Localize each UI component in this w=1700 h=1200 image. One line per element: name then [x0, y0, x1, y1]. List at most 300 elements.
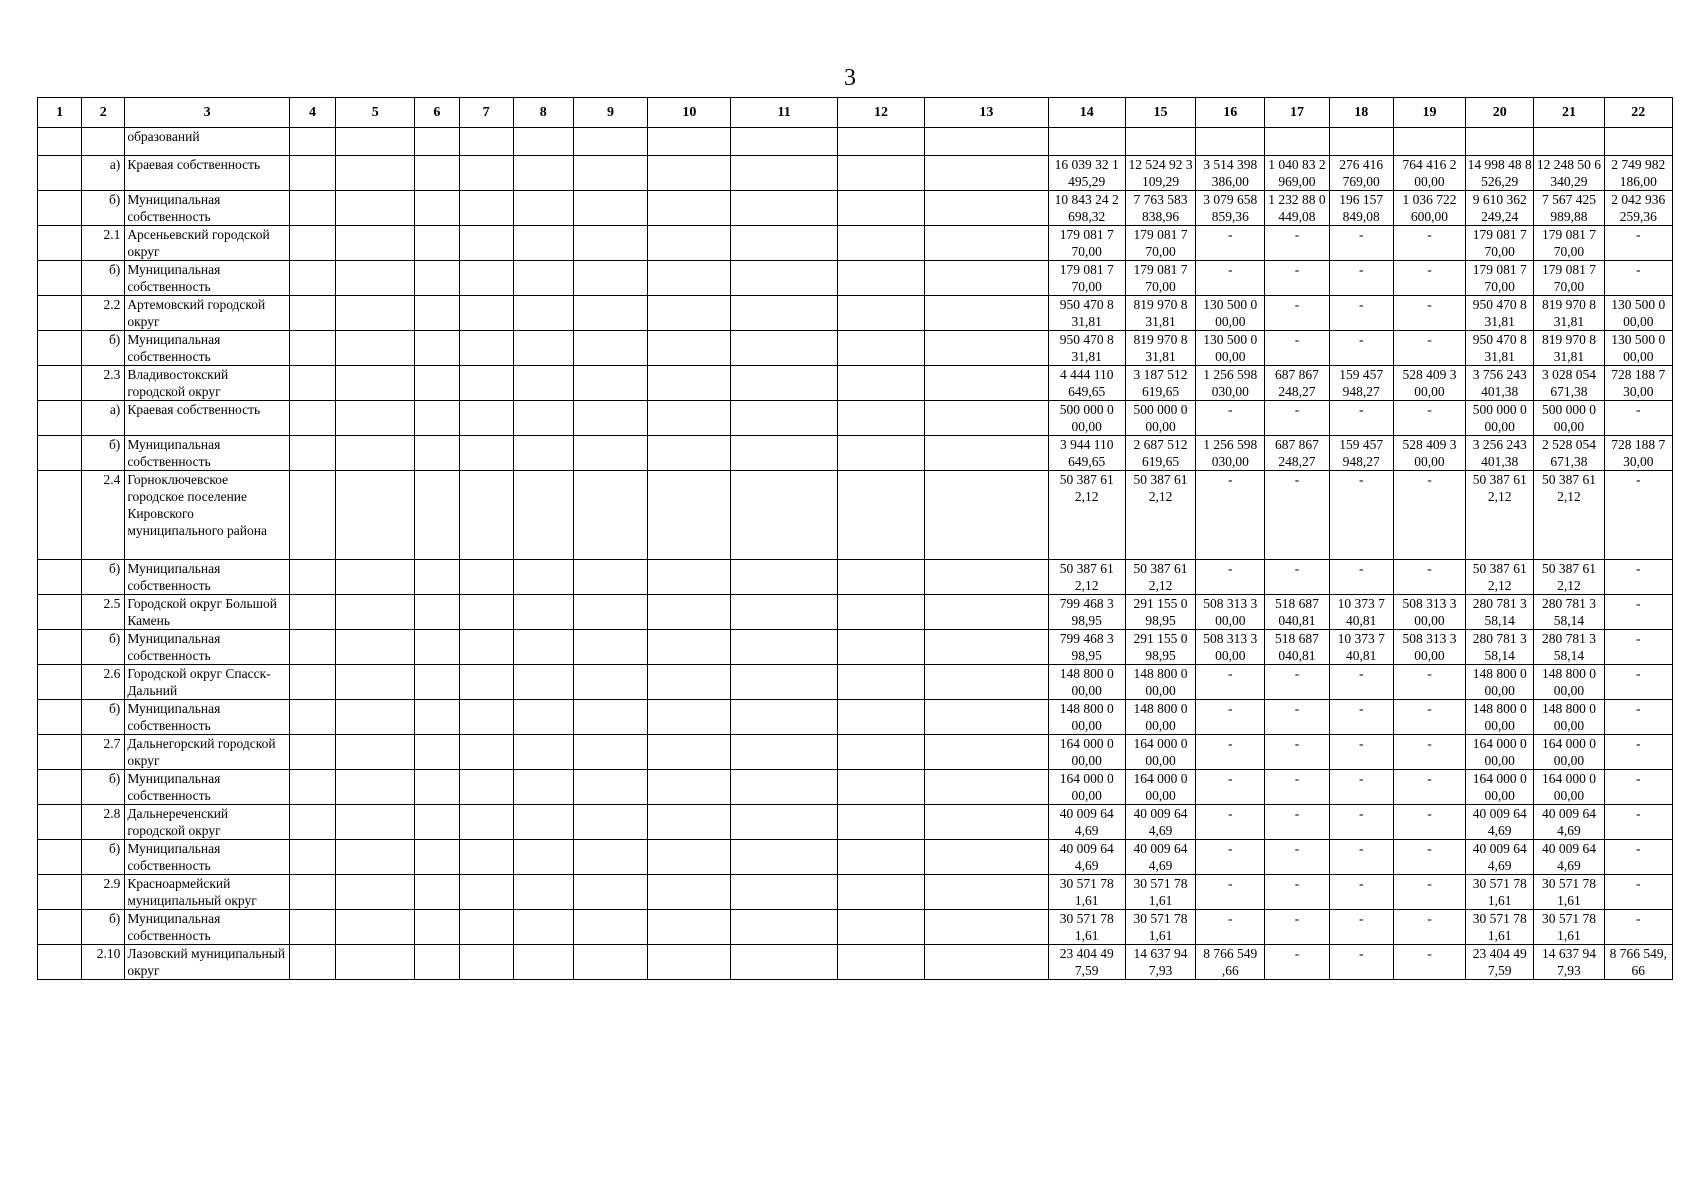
value-cell-col22: - [1604, 665, 1672, 700]
value-cell-col16: - [1196, 700, 1265, 735]
value-cell-col19: 508 313 3 00,00 [1393, 630, 1465, 665]
col1-cell [38, 436, 82, 471]
value-cell-col20: 14 998 48 8 526,29 [1466, 156, 1534, 191]
value-cell-col16: 1 256 598 030,00 [1196, 436, 1265, 471]
table-row [38, 226, 1673, 261]
value-cell-col17: 518 687 040,81 [1265, 595, 1329, 630]
value-cell-col18: - [1329, 296, 1393, 331]
empty-cell [513, 401, 573, 436]
empty-cell [459, 700, 513, 735]
table-row [38, 560, 1673, 595]
empty-cell [415, 191, 459, 226]
row-code: б) [82, 191, 125, 226]
col1-cell [38, 630, 82, 665]
empty-cell [648, 595, 731, 630]
table-row [38, 945, 1673, 980]
value-cell-col22: - [1604, 630, 1672, 665]
empty-cell [513, 128, 573, 156]
row-name: Артемовский городской округ [125, 296, 290, 331]
value-cell-col21: 819 970 8 31,81 [1534, 296, 1604, 331]
empty-cell [648, 296, 731, 331]
empty-cell [459, 840, 513, 875]
row-name: Муниципальная собственность [125, 436, 290, 471]
value-cell-col18: - [1329, 401, 1393, 436]
col1-cell [38, 471, 82, 560]
row-code: а) [82, 156, 125, 191]
value-cell-col16: - [1196, 401, 1265, 436]
row-code: 2.3 [82, 366, 125, 401]
value-cell-col14: 50 387 61 2,12 [1048, 471, 1125, 560]
empty-cell [415, 226, 459, 261]
value-cell-col14: 148 800 0 00,00 [1048, 700, 1125, 735]
empty-cell [415, 436, 459, 471]
value-cell-col21: 30 571 78 1,61 [1534, 875, 1604, 910]
value-cell-col18: - [1329, 665, 1393, 700]
value-cell-col20: 30 571 78 1,61 [1466, 875, 1534, 910]
empty-cell [459, 560, 513, 595]
column-header: 20 [1466, 98, 1534, 128]
value-cell-col14: 16 039 32 1 495,29 [1048, 156, 1125, 191]
empty-cell [925, 700, 1048, 735]
empty-cell [648, 191, 731, 226]
col1-cell [38, 875, 82, 910]
empty-cell [925, 910, 1048, 945]
value-cell-col18: - [1329, 770, 1393, 805]
empty-cell [648, 910, 731, 945]
empty-cell [731, 665, 837, 700]
row-code: 2.10 [82, 945, 125, 980]
empty-cell [573, 436, 647, 471]
value-cell-col17: - [1265, 261, 1329, 296]
empty-cell [648, 945, 731, 980]
value-cell-col19: 528 409 3 00,00 [1393, 366, 1465, 401]
empty-cell [573, 910, 647, 945]
value-cell-col15: 14 637 94 7,93 [1125, 945, 1195, 980]
value-cell-col16: - [1196, 770, 1265, 805]
value-cell-col17: - [1265, 471, 1329, 560]
table-row [38, 910, 1673, 945]
value-cell-col22: 728 188 7 30,00 [1604, 366, 1672, 401]
value-cell-col15: 500 000 0 00,00 [1125, 401, 1195, 436]
value-cell-col17: 1 232 88 0 449,08 [1265, 191, 1329, 226]
row-name: Муниципальная собственность [125, 331, 290, 366]
empty-cell [573, 770, 647, 805]
value-cell-col16: 1 256 598 030,00 [1196, 366, 1265, 401]
value-cell-col20: 30 571 78 1,61 [1466, 910, 1534, 945]
value-cell-col21: 40 009 64 4,69 [1534, 840, 1604, 875]
empty-cell [573, 366, 647, 401]
empty-cell [289, 770, 335, 805]
value-cell-col17: 518 687 040,81 [1265, 630, 1329, 665]
value-cell-col14: 950 470 8 31,81 [1048, 296, 1125, 331]
empty-cell [459, 156, 513, 191]
value-cell-col19: - [1393, 471, 1465, 560]
value-cell-col14: 4 444 110 649,65 [1048, 366, 1125, 401]
value-cell-col20: 164 000 0 00,00 [1466, 735, 1534, 770]
empty-cell [289, 910, 335, 945]
empty-cell [336, 128, 415, 156]
empty-cell [513, 156, 573, 191]
empty-cell [336, 805, 415, 840]
empty-cell [837, 770, 924, 805]
empty-cell [837, 296, 924, 331]
col1-cell [38, 261, 82, 296]
empty-cell [648, 261, 731, 296]
empty-cell [459, 261, 513, 296]
value-cell-col14: 164 000 0 00,00 [1048, 735, 1125, 770]
value-cell-col19: - [1393, 331, 1465, 366]
value-cell-col22: - [1604, 840, 1672, 875]
value-cell-col17: - [1265, 226, 1329, 261]
column-header: 1 [38, 98, 82, 128]
value-cell-col22: 728 188 7 30,00 [1604, 436, 1672, 471]
row-name: Владивостокский городской округ [125, 366, 290, 401]
column-header: 15 [1125, 98, 1195, 128]
value-cell-col21 [1534, 128, 1604, 156]
value-cell-col18: - [1329, 805, 1393, 840]
value-cell-col16: 3 514 398 386,00 [1196, 156, 1265, 191]
row-code: 2.9 [82, 875, 125, 910]
empty-cell [837, 401, 924, 436]
empty-cell [731, 366, 837, 401]
row-name: Муниципальная собственность [125, 700, 290, 735]
row-name: Краевая собственность [125, 401, 290, 436]
value-cell-col17: - [1265, 401, 1329, 436]
empty-cell [573, 805, 647, 840]
empty-cell [336, 436, 415, 471]
empty-cell [513, 595, 573, 630]
row-name: Дальнегорский городской округ [125, 735, 290, 770]
empty-cell [648, 401, 731, 436]
value-cell-col20: 179 081 7 70,00 [1466, 261, 1534, 296]
value-cell-col18: - [1329, 910, 1393, 945]
empty-cell [513, 366, 573, 401]
empty-cell [573, 128, 647, 156]
value-cell-col19: - [1393, 560, 1465, 595]
row-code: 2.2 [82, 296, 125, 331]
value-cell-col15: 40 009 64 4,69 [1125, 840, 1195, 875]
value-cell-col18: 276 416 769,00 [1329, 156, 1393, 191]
empty-cell [925, 560, 1048, 595]
empty-cell [837, 471, 924, 560]
value-cell-col18: 10 373 7 40,81 [1329, 595, 1393, 630]
empty-cell [573, 875, 647, 910]
empty-cell [731, 595, 837, 630]
empty-cell [925, 401, 1048, 436]
value-cell-col21: 3 028 054 671,38 [1534, 366, 1604, 401]
empty-cell [648, 128, 731, 156]
table-row [38, 875, 1673, 910]
empty-cell [415, 630, 459, 665]
value-cell-col19: - [1393, 805, 1465, 840]
value-cell-col14: 3 944 110 649,65 [1048, 436, 1125, 471]
value-cell-col16: - [1196, 805, 1265, 840]
empty-cell [289, 401, 335, 436]
empty-cell [837, 735, 924, 770]
empty-cell [415, 840, 459, 875]
value-cell-col15 [1125, 128, 1195, 156]
empty-cell [336, 840, 415, 875]
empty-cell [925, 436, 1048, 471]
empty-cell [513, 436, 573, 471]
value-cell-col15: 2 687 512 619,65 [1125, 436, 1195, 471]
empty-cell [925, 805, 1048, 840]
empty-cell [289, 296, 335, 331]
column-header: 19 [1393, 98, 1465, 128]
value-cell-col15: 179 081 7 70,00 [1125, 226, 1195, 261]
value-cell-col14: 50 387 61 2,12 [1048, 560, 1125, 595]
value-cell-col17: - [1265, 945, 1329, 980]
value-cell-col17: 1 040 83 2 969,00 [1265, 156, 1329, 191]
value-cell-col21: 12 248 50 6 340,29 [1534, 156, 1604, 191]
empty-cell [837, 805, 924, 840]
empty-cell [731, 770, 837, 805]
empty-cell [731, 805, 837, 840]
value-cell-col16 [1196, 128, 1265, 156]
empty-cell [459, 366, 513, 401]
empty-cell [459, 401, 513, 436]
value-cell-col18 [1329, 128, 1393, 156]
empty-cell [731, 840, 837, 875]
value-cell-col22: - [1604, 910, 1672, 945]
empty-cell [573, 156, 647, 191]
empty-cell [336, 401, 415, 436]
empty-cell [459, 296, 513, 331]
value-cell-col22: - [1604, 595, 1672, 630]
value-cell-col21: 148 800 0 00,00 [1534, 665, 1604, 700]
empty-cell [513, 560, 573, 595]
value-cell-col21: 179 081 7 70,00 [1534, 261, 1604, 296]
empty-cell [648, 805, 731, 840]
empty-cell [513, 805, 573, 840]
value-cell-col19: - [1393, 770, 1465, 805]
table-row [38, 156, 1673, 191]
empty-cell [289, 700, 335, 735]
empty-cell [648, 226, 731, 261]
value-cell-col21: 30 571 78 1,61 [1534, 910, 1604, 945]
table-row [38, 630, 1673, 665]
empty-cell [415, 331, 459, 366]
row-name: Краевая собственность [125, 156, 290, 191]
empty-cell [837, 156, 924, 191]
row-code: а) [82, 401, 125, 436]
empty-cell [731, 945, 837, 980]
empty-cell [648, 156, 731, 191]
value-cell-col17: - [1265, 805, 1329, 840]
empty-cell [731, 331, 837, 366]
value-cell-col21: 40 009 64 4,69 [1534, 805, 1604, 840]
empty-cell [459, 770, 513, 805]
empty-cell [573, 840, 647, 875]
row-code: б) [82, 770, 125, 805]
empty-cell [925, 945, 1048, 980]
table-row [38, 191, 1673, 226]
row-code: б) [82, 261, 125, 296]
value-cell-col14: 799 468 3 98,95 [1048, 630, 1125, 665]
row-code: 2.4 [82, 471, 125, 560]
empty-cell [925, 595, 1048, 630]
value-cell-col21: 50 387 61 2,12 [1534, 560, 1604, 595]
empty-cell [837, 560, 924, 595]
empty-cell [925, 366, 1048, 401]
empty-cell [513, 296, 573, 331]
row-name: Муниципальная собственность [125, 910, 290, 945]
empty-cell [289, 366, 335, 401]
value-cell-col18: - [1329, 700, 1393, 735]
empty-cell [573, 630, 647, 665]
value-cell-col17: - [1265, 700, 1329, 735]
value-cell-col21: 280 781 3 58,14 [1534, 595, 1604, 630]
empty-cell [513, 910, 573, 945]
empty-cell [336, 261, 415, 296]
empty-cell [573, 560, 647, 595]
column-header: 18 [1329, 98, 1393, 128]
value-cell-col21: 164 000 0 00,00 [1534, 770, 1604, 805]
empty-cell [731, 560, 837, 595]
col1-cell [38, 945, 82, 980]
value-cell-col16: - [1196, 665, 1265, 700]
row-code: 2.6 [82, 665, 125, 700]
value-cell-col22: 8 766 549, 66 [1604, 945, 1672, 980]
value-cell-col19: - [1393, 840, 1465, 875]
empty-cell [925, 261, 1048, 296]
empty-cell [513, 700, 573, 735]
empty-cell [837, 910, 924, 945]
row-name: Муниципальная собственность [125, 630, 290, 665]
empty-cell [837, 191, 924, 226]
value-cell-col16: 508 313 3 00,00 [1196, 630, 1265, 665]
table-row [38, 805, 1673, 840]
empty-cell [415, 560, 459, 595]
value-cell-col16: 130 500 0 00,00 [1196, 331, 1265, 366]
empty-cell [336, 875, 415, 910]
empty-cell [415, 910, 459, 945]
row-name: Горноключевское городское поселение Кировского муниципального района [125, 471, 290, 560]
empty-cell [289, 735, 335, 770]
empty-cell [415, 770, 459, 805]
row-code: б) [82, 331, 125, 366]
value-cell-col14: 30 571 78 1,61 [1048, 875, 1125, 910]
empty-cell [731, 875, 837, 910]
empty-cell [648, 366, 731, 401]
value-cell-col14: 500 000 0 00,00 [1048, 401, 1125, 436]
column-header: 7 [459, 98, 513, 128]
value-cell-col20: 950 470 8 31,81 [1466, 331, 1534, 366]
value-cell-col21: 50 387 61 2,12 [1534, 471, 1604, 560]
value-cell-col15: 148 800 0 00,00 [1125, 665, 1195, 700]
row-name: Муниципальная собственность [125, 191, 290, 226]
empty-cell [648, 840, 731, 875]
empty-cell [415, 296, 459, 331]
empty-cell [513, 735, 573, 770]
empty-cell [459, 665, 513, 700]
value-cell-col18: - [1329, 331, 1393, 366]
empty-cell [513, 226, 573, 261]
empty-cell [289, 630, 335, 665]
column-header: 10 [648, 98, 731, 128]
value-cell-col18: - [1329, 560, 1393, 595]
empty-cell [513, 630, 573, 665]
empty-cell [837, 226, 924, 261]
value-cell-col15: 179 081 7 70,00 [1125, 261, 1195, 296]
value-cell-col15: 30 571 78 1,61 [1125, 875, 1195, 910]
empty-cell [925, 770, 1048, 805]
value-cell-col20: 500 000 0 00,00 [1466, 401, 1534, 436]
empty-cell [289, 331, 335, 366]
empty-cell [648, 471, 731, 560]
empty-cell [837, 331, 924, 366]
empty-cell [731, 401, 837, 436]
value-cell-col17: - [1265, 840, 1329, 875]
value-cell-col18: - [1329, 945, 1393, 980]
empty-cell [289, 261, 335, 296]
table-row [38, 401, 1673, 436]
col1-cell [38, 366, 82, 401]
empty-cell [513, 191, 573, 226]
empty-cell [415, 128, 459, 156]
col1-cell [38, 735, 82, 770]
empty-cell [336, 471, 415, 560]
row-name: Лазовский муниципальный округ [125, 945, 290, 980]
value-cell-col19: - [1393, 401, 1465, 436]
value-cell-col15: 7 763 583 838,96 [1125, 191, 1195, 226]
value-cell-col22: - [1604, 226, 1672, 261]
value-cell-col14: 148 800 0 00,00 [1048, 665, 1125, 700]
row-code: б) [82, 436, 125, 471]
empty-cell [925, 735, 1048, 770]
empty-cell [573, 945, 647, 980]
empty-cell [289, 945, 335, 980]
empty-cell [731, 226, 837, 261]
col1-cell [38, 700, 82, 735]
value-cell-col16: - [1196, 226, 1265, 261]
value-cell-col22: - [1604, 261, 1672, 296]
row-name: Муниципальная собственность [125, 560, 290, 595]
value-cell-col20: 148 800 0 00,00 [1466, 665, 1534, 700]
value-cell-col20: 3 256 243 401,38 [1466, 436, 1534, 471]
row-name: Арсеньевский городской округ [125, 226, 290, 261]
column-header: 22 [1604, 98, 1672, 128]
empty-cell [648, 700, 731, 735]
value-cell-col18: - [1329, 840, 1393, 875]
empty-cell [459, 735, 513, 770]
row-code: 2.7 [82, 735, 125, 770]
value-cell-col14: 40 009 64 4,69 [1048, 840, 1125, 875]
empty-cell [731, 296, 837, 331]
empty-cell [336, 700, 415, 735]
value-cell-col21: 280 781 3 58,14 [1534, 630, 1604, 665]
value-cell-col21: 179 081 7 70,00 [1534, 226, 1604, 261]
empty-cell [731, 735, 837, 770]
col1-cell [38, 595, 82, 630]
empty-cell [336, 665, 415, 700]
empty-cell [731, 471, 837, 560]
value-cell-col19: - [1393, 665, 1465, 700]
value-cell-col16: - [1196, 560, 1265, 595]
column-header: 3 [125, 98, 290, 128]
value-cell-col15: 12 524 92 3 109,29 [1125, 156, 1195, 191]
empty-cell [573, 595, 647, 630]
col1-cell [38, 560, 82, 595]
empty-cell [731, 191, 837, 226]
table-row [38, 261, 1673, 296]
empty-cell [289, 471, 335, 560]
value-cell-col14: 950 470 8 31,81 [1048, 331, 1125, 366]
value-cell-col14: 164 000 0 00,00 [1048, 770, 1125, 805]
value-cell-col15: 291 155 0 98,95 [1125, 595, 1195, 630]
value-cell-col14: 30 571 78 1,61 [1048, 910, 1125, 945]
row-name: Красноармейский муниципальный округ [125, 875, 290, 910]
